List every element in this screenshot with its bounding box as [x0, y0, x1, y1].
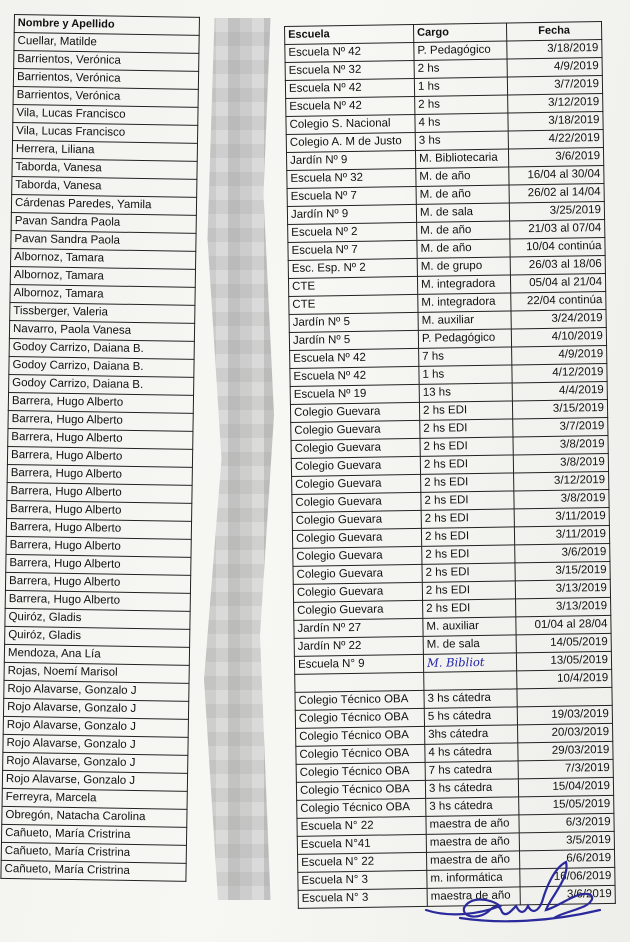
cargo-cell: 13 hs	[419, 383, 512, 402]
fecha-cell: 10/4/2019	[517, 669, 612, 688]
escuela-cell: CTE	[289, 294, 418, 314]
escuela-cell: Colegio Técnico OBA	[295, 708, 424, 728]
fecha-cell: 3/24/2019	[511, 309, 606, 328]
fecha-cell: 3/13/2019	[516, 597, 611, 616]
name-cell: Rojo Alavarse, Gonzalo J	[3, 698, 188, 719]
escuela-cell: Colegio Guevara	[290, 402, 419, 422]
cargo-cell: M. de año	[416, 185, 509, 204]
names-row	[13, 69, 198, 90]
fecha-cell: 4/4/2019	[512, 381, 607, 400]
cargo-cell: M. de año	[416, 167, 509, 186]
fecha-cell: 15/05/2019	[519, 795, 614, 814]
fecha-cell: 13/05/2019	[516, 651, 611, 670]
escuela-cell: Colegio Guevara	[293, 564, 422, 584]
fecha-cell: 3/13/2019	[515, 579, 610, 598]
name-cell: Mendoza, Ana Lía	[4, 644, 189, 665]
name-cell: Tissberger, Valeria	[10, 302, 195, 323]
name-cell: Godoy Carrizo, Daiana B.	[9, 374, 194, 395]
names-row	[4, 644, 189, 665]
name-cell: Pavan Sandra Paola	[11, 230, 196, 251]
names-row	[6, 554, 191, 575]
name-cell: Ferreyra, Marcela	[2, 788, 187, 809]
escuela-cell: Colegio Técnico OBA	[297, 798, 426, 818]
escuela-cell: Colegio Guevara	[292, 528, 421, 548]
name-cell: Taborda, Vanesa	[12, 158, 197, 179]
escuela-cell: Colegio S. Nacional	[286, 114, 415, 134]
escuela-cell: Esc. Esp. Nº 2	[288, 258, 417, 278]
name-cell: Rojo Alavarse, Gonzalo J	[2, 770, 187, 791]
cargo-cell: 1 hs	[414, 77, 507, 96]
name-cell: Barrera, Hugo Alberto	[6, 536, 191, 557]
cargo-cell: 1 hs	[419, 365, 512, 384]
name-cell: Cárdenas Paredes, Yamila	[11, 194, 196, 215]
fecha-cell: 3/6/2019	[515, 543, 610, 562]
escuela-cell: Colegio Técnico OBA	[296, 762, 425, 782]
cargo-cell	[424, 671, 517, 690]
cargo-cell: 3 hs cátedra	[426, 797, 519, 816]
escuela-cell: Colegio Técnico OBA	[296, 780, 425, 800]
fecha-cell: 3/18/2019	[508, 112, 603, 131]
cargo-cell: maestra de año	[426, 833, 519, 852]
names-row	[7, 500, 192, 521]
fecha-cell: 4/22/2019	[508, 129, 603, 148]
fecha-cell: 26/02 al 14/04	[509, 183, 604, 202]
names-row	[10, 266, 195, 287]
name-cell: Taborda, Vanesa	[12, 176, 197, 197]
fecha-cell: 20/03/2019	[518, 723, 613, 742]
escuela-cell: Colegio Guevara	[294, 600, 423, 620]
names-row	[13, 104, 198, 125]
name-cell: Barrera, Hugo Alberto	[7, 500, 192, 521]
names-row	[1, 824, 186, 845]
cargo-cell: 3 hs cátedra	[425, 779, 518, 798]
fecha-cell: 21/03 al 07/04	[510, 219, 605, 238]
names-row	[1, 842, 186, 863]
name-cell: Cañueto, María Cristrina	[1, 824, 186, 845]
fecha-cell: 3/6/2019	[520, 885, 615, 904]
fecha-cell: 4/12/2019	[512, 363, 607, 382]
names-row	[9, 320, 194, 341]
escuela-cell: Escuela Nº 42	[286, 96, 415, 116]
names-row	[11, 230, 196, 251]
name-cell: Godoy Carrizo, Daiana B.	[9, 356, 194, 377]
names-row	[7, 482, 192, 503]
escuela-cell: Jardín Nº 27	[294, 618, 423, 638]
fecha-cell: 3/8/2019	[514, 489, 609, 508]
cargo-cell: 2 hs EDI	[421, 527, 514, 546]
escuela-cell: Escuela N° 3	[298, 870, 427, 890]
cargo-cell: maestra de año	[427, 887, 520, 906]
cargo-cell: 2 hs EDI	[422, 545, 515, 564]
escuela-cell: Colegio Guevara	[293, 546, 422, 566]
cargo-cell: maestra de año	[426, 815, 519, 834]
fecha-cell: 3/12/2019	[508, 94, 603, 113]
cargo-cell: 2 hs EDI	[421, 473, 514, 492]
cargo-cell: M. integradora	[417, 275, 510, 294]
cargo-cell: 7 hs	[419, 347, 512, 366]
names-row	[12, 158, 197, 179]
cargo-cell: M. de sala	[423, 635, 516, 654]
names-row	[2, 770, 187, 791]
names-row	[3, 734, 188, 755]
escuela-cell: Colegio A. M de Justo	[286, 132, 415, 152]
cargo-cell: 7 hs catedra	[425, 761, 518, 780]
name-cell: Barrera, Hugo Alberto	[8, 410, 193, 431]
name-cell: Barrera, Hugo Alberto	[7, 464, 192, 485]
name-cell: Rojas, Noemí Marisol	[4, 662, 189, 683]
cargo-cell: 2 hs EDI	[422, 581, 515, 600]
cargo-cell: 2 hs EDI	[420, 455, 513, 474]
escuela-cell: Jardín Nº 5	[289, 312, 418, 332]
names-row	[1, 860, 186, 881]
name-cell: Barrera, Hugo Alberto	[6, 518, 191, 539]
name-cell: Barrientos, Verónica	[14, 51, 199, 72]
cargo-cell: 2 hs EDI	[420, 437, 513, 456]
escuela-cell	[295, 672, 424, 692]
fecha-cell: 05/04 al 21/04	[510, 273, 605, 292]
name-cell: Barrientos, Verónica	[13, 69, 198, 90]
cargo-cell: M. Bibliotecaria	[415, 149, 508, 168]
name-cell: Rojo Alavarse, Gonzalo J	[3, 752, 188, 773]
name-cell: Vila, Lucas Francisco	[13, 104, 198, 125]
cargo-cell: M. de año	[417, 239, 510, 258]
names-row	[8, 428, 193, 449]
names-row	[14, 33, 199, 54]
name-cell: Rojo Alavarse, Gonzalo J	[4, 680, 189, 701]
fecha-cell: 29/03/2019	[518, 741, 613, 760]
names-row	[6, 536, 191, 557]
names-row	[7, 464, 192, 485]
fecha-cell: 15/04/2019	[518, 777, 613, 796]
cargo-cell: 3 hs cátedra	[424, 689, 517, 708]
names-row	[13, 86, 198, 107]
name-cell: Obregón, Natacha Carolina	[2, 806, 187, 827]
names-row	[11, 212, 196, 233]
name-cell: Quiróz, Gladis	[5, 608, 190, 629]
header-fecha: Fecha	[506, 22, 601, 41]
fecha-cell: 4/9/2019	[512, 345, 607, 364]
header-escuela: Escuela	[285, 24, 414, 44]
fecha-cell: 16/04 al 30/04	[509, 165, 604, 184]
names-row	[12, 176, 197, 197]
names-row	[10, 284, 195, 305]
cargo-cell: P. Pedagógico	[418, 329, 511, 348]
escuela-cell: Jardín Nº 5	[289, 330, 418, 350]
fecha-cell: 4/9/2019	[507, 58, 602, 77]
escuela-cell: Colegio Técnico OBA	[295, 690, 424, 710]
name-cell: Barrientos, Verónica	[13, 86, 198, 107]
names-row	[2, 788, 187, 809]
names-row	[11, 194, 196, 215]
cargo-cell: maestra de año	[426, 851, 519, 870]
escuela-cell: Colegio Guevara	[292, 474, 421, 494]
escuela-cell: Escuela N° 9	[294, 654, 423, 674]
name-cell: Albornoz, Tamara	[11, 248, 196, 269]
escuela-cell: Colegio Guevara	[293, 582, 422, 602]
escuela-cell: Escuela N°41	[297, 834, 426, 854]
name-cell: Navarro, Paola Vanesa	[9, 320, 194, 341]
cargo-cell: 2 hs EDI	[421, 491, 514, 510]
names-row	[9, 356, 194, 377]
redacted-column	[204, 18, 274, 900]
name-cell: Rojo Alavarse, Gonzalo J	[3, 734, 188, 755]
name-cell: Albornoz, Tamara	[10, 284, 195, 305]
name-cell: Cuellar, Matilde	[14, 33, 199, 54]
escuela-cell: Escuela Nº 19	[290, 384, 419, 404]
cargo-cell: M. auxiliar	[418, 311, 511, 330]
cargo-cell: 3 hs	[415, 131, 508, 150]
cargo-cell: m. informática	[427, 869, 520, 888]
names-header-cell: Nombre y Apellido	[14, 15, 199, 36]
cargo-cell: 2 hs EDI	[419, 401, 512, 420]
cargo-cell: 2 hs EDI	[420, 419, 513, 438]
name-cell: Barrera, Hugo Alberto	[7, 482, 192, 503]
fecha-cell: 3/8/2019	[513, 453, 608, 472]
signature-image	[420, 848, 610, 928]
cargo-cell: M. de grupo	[417, 257, 510, 276]
escuela-cell: Colegio Guevara	[292, 510, 421, 530]
name-cell: Herrera, Liliana	[12, 140, 197, 161]
cargo-cell: 4 hs	[415, 113, 508, 132]
escuela-cell: Colegio Guevara	[292, 492, 421, 512]
escuela-cell: Escuela N° 22	[297, 816, 426, 836]
fecha-cell: 3/6/2019	[508, 147, 603, 166]
name-cell: Godoy Carrizo, Daiana B.	[9, 338, 194, 359]
names-row	[13, 122, 198, 143]
names-row	[2, 806, 187, 827]
name-cell: Barrera, Hugo Alberto	[5, 572, 190, 593]
escuela-cell: Escuela N° 22	[298, 852, 427, 872]
escuela-cell: Escuela Nº 42	[285, 78, 414, 98]
cargo-cell: 2 hs EDI	[421, 509, 514, 528]
cargo-cell: 2 hs EDI	[422, 563, 515, 582]
names-row	[4, 680, 189, 701]
fecha-cell: 3/11/2019	[514, 525, 609, 544]
fecha-cell: 3/18/2019	[507, 40, 602, 59]
escuela-cell: Escuela N° 3	[298, 888, 427, 908]
names-row	[11, 248, 196, 269]
name-cell: Barrera, Hugo Alberto	[8, 392, 193, 413]
cargo-cell: M. de sala	[416, 203, 509, 222]
escuela-cell: Escuela Nº 42	[285, 42, 414, 62]
fecha-cell: 3/5/2019	[519, 831, 614, 850]
fecha-cell: 3/8/2019	[513, 435, 608, 454]
cargo-cell: 2 hs EDI	[423, 599, 516, 618]
cargo-cell: 2 hs	[415, 95, 508, 114]
name-cell: Cañueto, María Cristrina	[1, 860, 186, 881]
positions-table-body	[285, 22, 616, 909]
cargo-cell: 5 hs cátedra	[424, 707, 517, 726]
fecha-cell: 22/04 continúa	[511, 291, 606, 310]
escuela-cell: Escuela Nº 32	[287, 168, 416, 188]
name-cell: Barrera, Hugo Alberto	[5, 590, 190, 611]
fecha-cell: 4/10/2019	[511, 327, 606, 346]
fecha-cell: 3/15/2019	[515, 561, 610, 580]
fecha-cell: 3/25/2019	[509, 201, 604, 220]
fecha-cell: 3/15/2019	[512, 399, 607, 418]
fecha-cell: 01/04 al 28/04	[516, 615, 611, 634]
escuela-cell: CTE	[288, 276, 417, 296]
name-cell: Pavan Sandra Paola	[11, 212, 196, 233]
fecha-cell: 3/12/2019	[514, 471, 609, 490]
cargo-cell: M. Bibliot	[423, 653, 516, 672]
names-row	[14, 51, 199, 72]
escuela-cell: Escuela Nº 42	[290, 366, 419, 386]
cargo-cell: P. Pedagógico	[414, 41, 507, 60]
escuela-cell: Escuela Nº 2	[288, 222, 417, 242]
escuela-cell: Colegio Técnico OBA	[296, 744, 425, 764]
fecha-cell: 3/7/2019	[507, 76, 602, 95]
fecha-cell: 3/7/2019	[513, 417, 608, 436]
names-row	[3, 752, 188, 773]
names-row	[5, 608, 190, 629]
fecha-cell: 6/3/2019	[519, 813, 614, 832]
names-row	[8, 410, 193, 431]
fecha-cell	[517, 687, 612, 706]
fecha-cell: 3/11/2019	[514, 507, 609, 526]
positions-table	[284, 21, 616, 909]
cargo-cell: M. de año	[417, 221, 510, 240]
name-cell: Barrera, Hugo Alberto	[6, 554, 191, 575]
names-row	[7, 446, 192, 467]
cargo-cell: 4 hs cátedra	[425, 743, 518, 762]
names-row	[12, 140, 197, 161]
escuela-cell: Jardín Nº 9	[286, 150, 415, 170]
names-row	[5, 626, 190, 647]
cargo-cell: 3hs cátedra	[425, 725, 518, 744]
names-row	[3, 716, 188, 737]
names-header-row	[14, 15, 199, 36]
fecha-cell: 19/03/2019	[517, 705, 612, 724]
names-row	[8, 392, 193, 413]
cargo-cell: 2 hs	[414, 59, 507, 78]
fecha-cell: 6/6/2019	[519, 849, 614, 868]
names-row	[4, 662, 189, 683]
fecha-cell: 10/04 continúa	[510, 237, 605, 256]
names-row	[5, 590, 190, 611]
name-cell: Albornoz, Tamara	[10, 266, 195, 287]
names-row	[9, 338, 194, 359]
names-table	[0, 14, 200, 882]
name-cell: Barrera, Hugo Alberto	[7, 446, 192, 467]
escuela-cell: Escuela Nº 32	[285, 60, 414, 80]
name-cell: Cañueto, María Cristrina	[1, 842, 186, 863]
cargo-cell: M. auxiliar	[423, 617, 516, 636]
names-row	[3, 698, 188, 719]
escuela-cell: Colegio Guevara	[291, 456, 420, 476]
fecha-cell: 26/03 al 18/06	[510, 255, 605, 274]
escuela-cell: Colegio Guevara	[291, 438, 420, 458]
escuela-cell: Escuela Nº 7	[288, 240, 417, 260]
escuela-cell: Colegio Guevara	[291, 420, 420, 440]
fecha-cell: 16/06/2019	[520, 867, 615, 886]
names-row	[6, 518, 191, 539]
fecha-cell: 7/3/2019	[518, 759, 613, 778]
names-row	[9, 374, 194, 395]
name-cell: Rojo Alavarse, Gonzalo J	[3, 716, 188, 737]
names-row	[5, 572, 190, 593]
names-row	[10, 302, 195, 323]
escuela-cell: Escuela Nº 7	[287, 186, 416, 206]
name-cell: Barrera, Hugo Alberto	[8, 428, 193, 449]
escuela-cell: Jardín Nº 9	[287, 204, 416, 224]
escuela-cell: Colegio Técnico OBA	[296, 726, 425, 746]
cargo-cell: M. integradora	[418, 293, 511, 312]
names-table-body	[1, 15, 200, 882]
name-cell: Quiróz, Gladis	[5, 626, 190, 647]
name-cell: Vila, Lucas Francisco	[13, 122, 198, 143]
header-cargo: Cargo	[413, 23, 506, 42]
escuela-cell: Escuela Nº 42	[290, 348, 419, 368]
escuela-cell: Jardín Nº 22	[294, 636, 423, 656]
fecha-cell: 14/05/2019	[516, 633, 611, 652]
